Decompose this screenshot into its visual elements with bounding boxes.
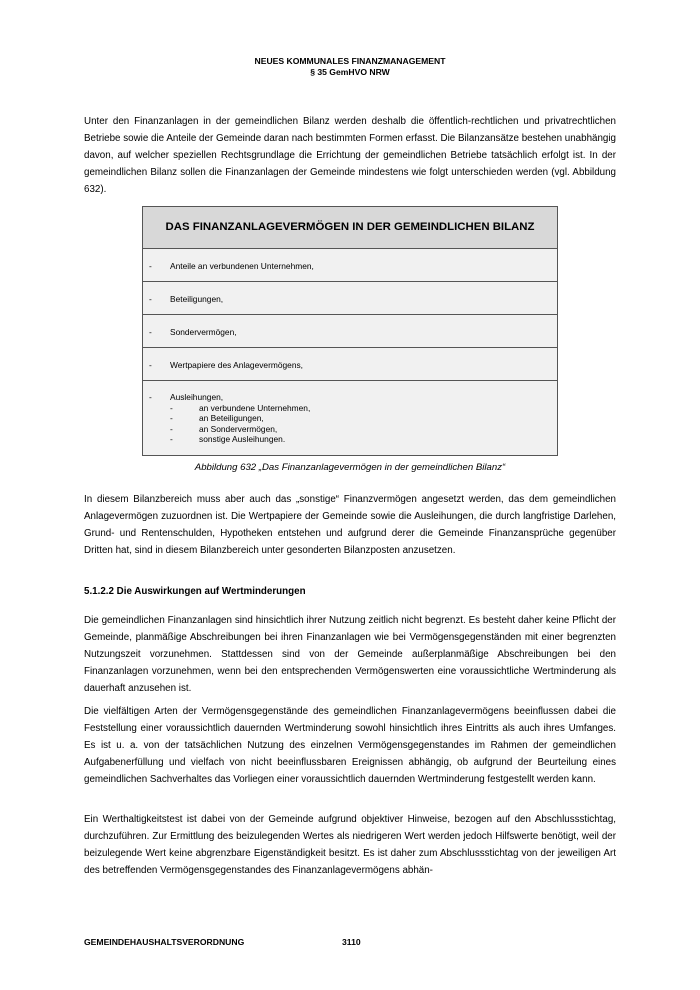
intro-paragraph: Unter den Finanzanlagen in der gemeindlichen Bilanz werden deshalb die öffentlich-rechtlichen und privatrechtlichen Betriebe sowie die Anteile der Gemeinde daran nach bestimmten Formen erfasst. Die Bilanzansätze bestehen unabhängig davon, auf welcher speziellen Rechtsgrundlage die Errichtung der gemeindlichen Betriebe tatsächlich erfolgt ist. In der gemeindlichen Bilanz sollen die Finanzanlagen der Gemeinde mindestens wie folgt unterschieden werden (vgl. Abbildung 632).: [84, 116, 616, 195]
figure-caption: Abbildung 632 „Das Finanzanlagevermögen in der gemeindlichen Bilanz“: [194, 462, 506, 473]
sub-dash-marker: -: [170, 434, 173, 444]
sub-item: [143, 434, 557, 445]
section-heading: 5.1.2.2 Die Auswirkungen auf Wertminderungen: [84, 586, 306, 597]
sub-dash-marker: -: [170, 402, 173, 413]
row-text: Beteiligungen,: [170, 294, 224, 304]
page-header: [0, 56, 700, 78]
dash-marker: -: [149, 294, 152, 304]
table-row: [143, 348, 557, 381]
row-text: Anteile an verbundenen Unternehmen,: [170, 261, 314, 271]
sub-item-text: sonstige Ausleihungen.: [199, 434, 286, 444]
sub-dash-marker: -: [170, 413, 173, 423]
header-subtitle: § 35 GemHVO NRW: [310, 67, 390, 77]
page-number: 3110: [342, 937, 361, 947]
row-text: Ausleihungen,: [170, 392, 224, 402]
dash-marker: -: [149, 327, 152, 337]
sub-item: [143, 424, 557, 435]
sub-item: [143, 403, 557, 414]
sub-item-text: an Sondervermögen,: [199, 423, 278, 434]
table-row: [143, 282, 557, 315]
dash-marker: -: [149, 261, 152, 271]
paragraph-werthaltigkeitstest: Ein Werthaltigkeitstest ist dabei von der Gemeinde aufgrund objektiver Hinweise, bezogen auf den Abschlussstichtag, durchzuführen. Zur Ermittlung des beizulegenden Wertes als niedrigeren Wert werden jedoch Hilfswerte benötigt, weil der beizulegende Wert keine abgrenzbare Eigenständigkeit besitzt. Es ist daher zum Abschlussstichtag von der jeweiligen Art des betreffenden Vermögensgegenstandes des Finanzanlagevermögens abhän-: [84, 814, 616, 876]
row-text: Wertpapiere des Anlagevermögens,: [170, 360, 303, 370]
sub-dash-marker: -: [170, 423, 173, 434]
dash-marker: -: [149, 392, 152, 402]
table-row: [143, 249, 557, 282]
sub-item-text: an Beteiligungen,: [199, 413, 264, 423]
finanzanlage-table: [142, 206, 558, 456]
table-row: [143, 315, 557, 348]
footer-title: GEMEINDEHAUSHALTSVERORDNUNG: [84, 937, 245, 947]
sub-item-text: an verbundene Unternehmen,: [199, 402, 311, 413]
table-title: DAS FINANZANLAGEVERMÖGEN IN DER GEMEINDLICHEN BILANZ: [143, 207, 557, 249]
paragraph-wertminderung: Die gemeindlichen Finanzanlagen sind hinsichtlich ihrer Nutzung zeitlich nicht begrenzt. Es besteht daher keine Pflicht der Gemeinde, planmäßige Abschreibungen bei ihren Finanzanlagen wie bei Vermögensgegenständen mit einer begrenzten Nutzungszeit vorzunehmen. Stattdessen sind von der Gemeinde außerplanmäßige Abschreibungen bei den Finanzanlagen vorzunehmen, wenn bei den entsprechenden Vermögenswerten eine voraussichtliche Wertminderung als dauerhaft anzusehen ist.: [84, 615, 616, 694]
dash-marker: -: [149, 360, 152, 370]
paragraph-sonstiges: In diesem Bilanzbereich muss aber auch das „sonstige“ Finanzvermögen angesetzt werden, das dem gemeindlichen Anlagevermögen zuzuordnen ist. Die Wertpapiere der Gemeinde sowie die Ausleihungen, die durch langfristige Darlehen, Grund- und Rentenschulden, Hypotheken entstehen und aufgrund derer die Gemeinde Finanzansprüche gegenüber Dritten hat, sind in diesem Bilanzbereich unter gesonderten Bilanzposten anzusetzen.: [84, 494, 616, 556]
header-title: NEUES KOMMUNALES FINANZMANAGEMENT: [254, 56, 446, 66]
paragraph-vermoegensarten: Die vielfältigen Arten der Vermögensgegenstände des gemeindlichen Finanzanlagevermögens beeinflussen dabei die Feststellung einer voraussichtlich dauernden Wertminderung sowohl hinsichtlich ihres Eintritts als auch ihres Umfanges. Es ist u. a. von der tatsächlichen Nutzung des einzelnen Vermögensgegenstandes im Rahmen der gemeindlichen Aufgabenerfüllung und vielfach von nicht beeinflussbaren Ereignissen abhängig, ob aufgrund der Beurteilung eines gemeindlichen Sachverhaltes das Vorliegen einer voraussichtlich dauernden Wertminderung festgestellt werden kann.: [84, 706, 616, 785]
row-text: Sondervermögen,: [170, 327, 237, 337]
table-row-ausleihungen: [143, 381, 557, 455]
sub-item: [143, 413, 557, 424]
